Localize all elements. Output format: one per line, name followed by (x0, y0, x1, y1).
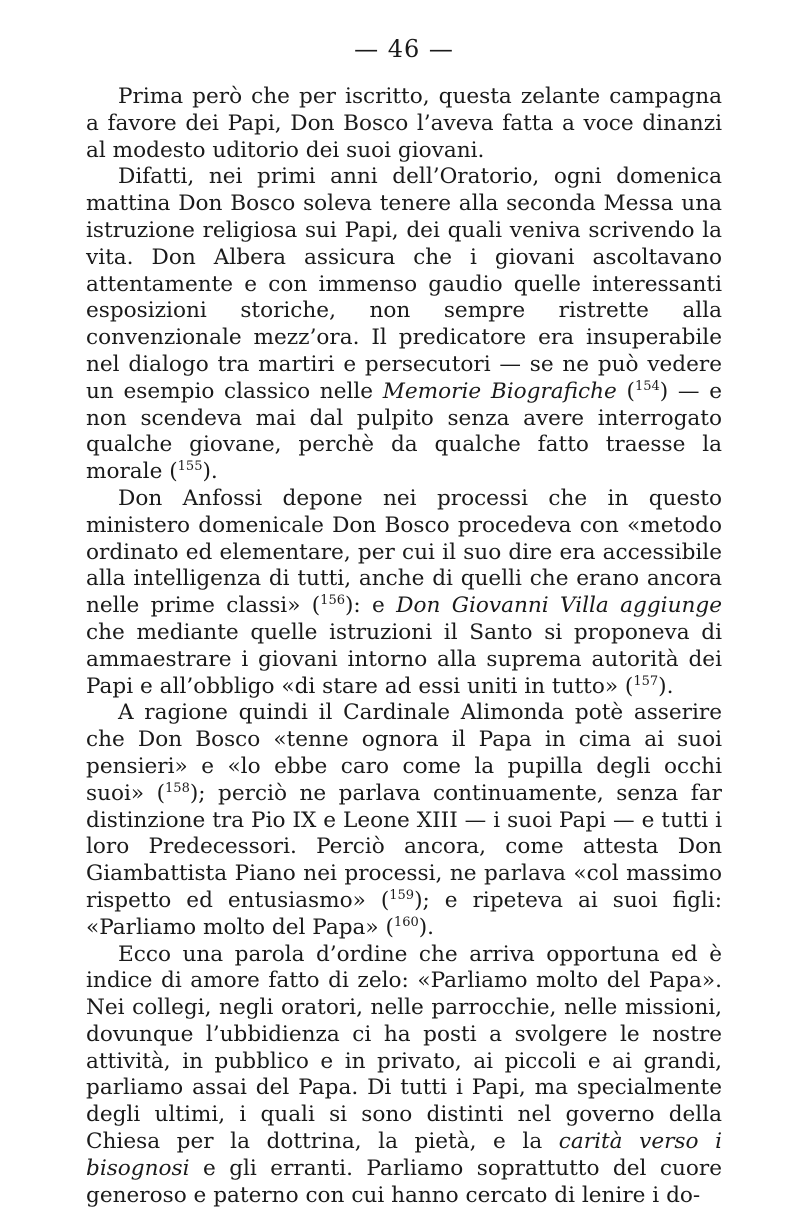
footnote-ref: 157 (633, 673, 658, 688)
text-run: ): e (345, 593, 396, 618)
italic-text: carità verso i bisognosi (86, 1129, 722, 1181)
text-run: ) — e non scendeva mai dal pulpito senza avere interrogato qualche giovane, perchè da qualche fatto traesse la morale ( (86, 379, 722, 484)
italic-text: Don Giovanni Villa aggiunge (396, 593, 722, 618)
footnote-ref: 156 (320, 593, 345, 608)
text-run: A ragione quindi il Cardinale Alimonda potè asserire che Don Bosco «tenne ognora il Papa in cima ai suoi pensieri» e «lo ebbe caro come la pupilla degli occhi suoi» ( (86, 700, 722, 805)
body-text (86, 84, 722, 1209)
paragraph (86, 942, 722, 1209)
text-run: ); perciò ne parlava continuamente, senza far distinzione tra Pio IX e Leone XIII — i suoi Papi — e tutti i loro Predecessori. Perciò ancora, come attesta Don Giambattista Piano nei processi, ne parlava «col massimo rispetto ed entusiasmo» ( (86, 781, 722, 913)
paragraph (86, 164, 722, 486)
text-run: Ecco una parola d’ordine che arriva opportuna ed è indice di amore fatto di zelo: «Parliamo molto del Papa». Nei collegi, negli oratori, nelle parrocchie, nelle missioni, dovunque l’ubbidienza ci ha posti a svolgere le nostre attività, in pubblico e in privato, ai piccoli e ai grandi, parliamo assai del Papa. Di tutti i Papi, ma specialmente degli ultimi, i quali si sono distinti nel governo della Chiesa per la dottrina, la pietà, e la (86, 942, 722, 1155)
paragraph (86, 700, 722, 941)
italic-text: Memorie Biografiche (383, 379, 617, 404)
text-run: ( (617, 379, 635, 404)
text-run: ); e ripeteva ai suoi figli: «Parliamo molto del Papa» ( (86, 888, 722, 940)
text-run: e gli erranti. Parliamo soprattutto del cuore generoso e paterno con cui hanno cercato di lenire i do- (86, 1156, 722, 1208)
text-run: ). (419, 915, 434, 940)
footnote-ref: 160 (394, 915, 419, 930)
paragraph (86, 486, 722, 700)
page-number: — 46 — (86, 32, 722, 66)
footnote-ref: 155 (178, 459, 203, 474)
text-run: Don Anfossi depone nei processi che in questo ministero domenicale Don Bosco procedeva con «metodo ordinato ed elementare, per cui il suo dire era accessibile alla intelligenza di tutti, anche di quelli che erano ancora nelle prime classi» ( (86, 486, 722, 618)
book-page (86, 32, 722, 1209)
text-run: che mediante quelle istruzioni il Santo si proponeva di ammaestrare i giovani intorno alla suprema autorità dei Papi e all’obbligo «di stare ad essi uniti in tutto» ( (86, 620, 722, 699)
text-run: Prima però che per iscritto, questa zelante campagna a favore dei Papi, Don Bosco l’aveva fatta a voce dinanzi al modesto uditorio dei suoi giovani. (86, 84, 722, 163)
text-run: ). (658, 674, 673, 699)
text-run: ). (202, 459, 217, 484)
footnote-ref: 159 (389, 888, 414, 903)
text-run: Difatti, nei primi anni dell’Oratorio, ogni domenica mattina Don Bosco soleva tenere alla seconda Messa una istruzione religiosa sui Papi, dei quali veniva scrivendo la vita. Don Albera assicura che i giovani ascoltavano attentamente e con immenso gaudio quelle interessanti esposizioni storiche, non sempre ristrette alla convenzionale mezz’ora. Il predicatore era insuperabile nel dialogo tra martiri e persecutori — se ne può vedere un esempio classico nelle (86, 164, 722, 403)
footnote-ref: 154 (635, 379, 660, 394)
footnote-ref: 158 (165, 781, 190, 796)
paragraph (86, 84, 722, 164)
